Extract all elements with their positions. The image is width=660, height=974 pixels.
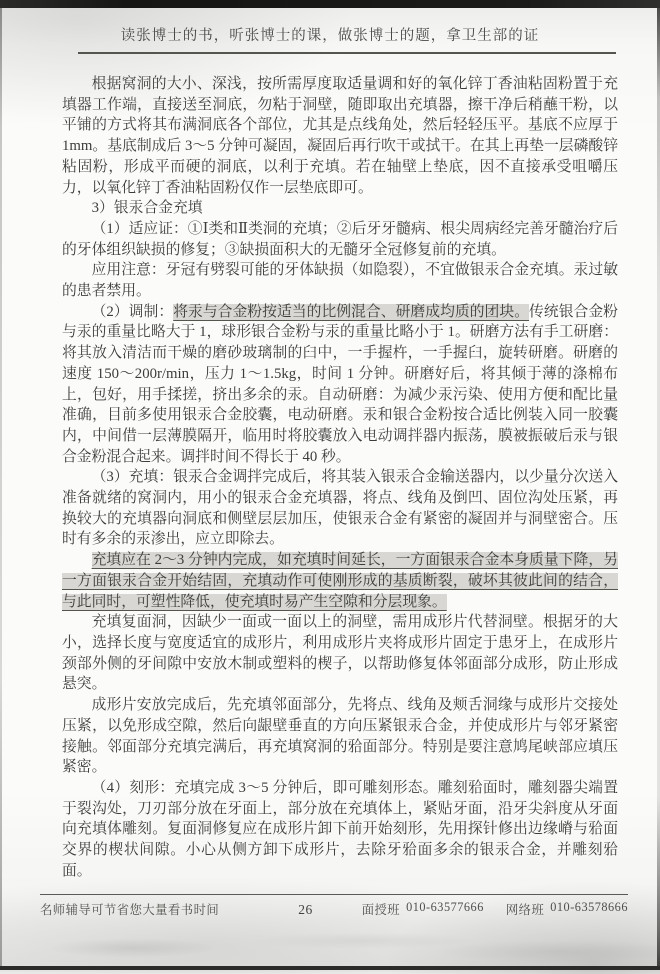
paragraph-carving (62, 778, 618, 882)
text-run: 成形片安放完成后，先充填邻面部分，先将点、线角及颊舌洞缘与成形片交接处压紧，以免形成空隙，然后向龈壁垂直的方向压紧银汞合金，并使成形片与邻牙紧密接触。邻面部分充填完满后，再充填窝洞的𬌗面部分。特别是要注意鸠尾峡部应填压紧密。 (62, 697, 618, 776)
paragraph-base-cement (62, 74, 618, 198)
scan-left-edge (0, 8, 2, 966)
paragraph-proximal-filling (62, 695, 618, 778)
footer-rule (40, 894, 628, 895)
header-rule (78, 52, 616, 54)
spacer (490, 900, 500, 918)
text-run: 根据窝洞的大小、深浅，按所需厚度取适量调和好的氧化锌丁香油粘固粉置于充填器工作端，直接送至洞底，勿粘于洞壁，随即取出充填器，擦干净后稍蘸干粉，以平铺的方式将其布满洞底各个部位，尤其是点线角处，然后轻轻压平。基底不应厚于1mm。基底制成后 3～5 分钟可凝固，凝固后再行吹干或拭干。在其上再垫一层磷酸锌粘固粉，形成平而硬的洞底，以利于充填。若在轴壁上垫底，因不直接承受咀嚼压力，以氧化锌丁香油粘固粉仅作一层垫底即可。 (62, 76, 618, 196)
page-header (0, 24, 660, 54)
highlighted-text-run: 将汞与合金粉按适当的比例混合、研磨成均质的团块。 (173, 303, 530, 320)
page-number: 26 (298, 902, 313, 917)
footer-slogan: 名师辅导可节省您大量看书时间 (40, 903, 220, 917)
text-run: 应用注意：牙冠有劈裂可能的牙体缺损（如隐裂），不宜做银汞合金充填。汞过敏的患者禁用。 (62, 262, 618, 300)
footer-contacts (362, 900, 628, 918)
text-run: （4）刻形：充填完成 3～5 分钟后，即可雕刻形态。雕刻𬌗面时，雕刻器尖端置于裂沟处，刀刃部分放在牙面上，部分放在充填体上，紧贴牙面，沿牙尖斜度从牙面向充填体雕刻。复面洞修复应在成形片卸下前开始刻形，先用探针修出边缘嵴与𬌗面交界的楔状间隙。小心从侧方卸下成形片，去除牙𬌗面多余的银汞合金，并雕刻𬌗面。 (62, 779, 618, 879)
text-run: 传统银合金粉与汞的重量比略大于 1，球形银合金粉与汞的重量比略小于 1。研磨方法有手工研磨：将其放入清洁而干燥的磨砂玻璃制的臼中，一手握杵，一手握臼，旋转研磨。研磨的速度 150～200r/min，压力 1～1.5kg，时间 1 分钟。研磨好后，将其倾于薄的涤棉布上，包好，用手揉搓，挤出多余的汞。自动研磨：为减少汞污染、使用方便和配比量准确，目前多使用银汞合金胶囊，电动研磨。汞和银合金粉按合适比例装入同一胶囊内，中间借一层薄膜隔开，临用时将胶囊放入电动调拌器内振荡，膜被振破后汞与银合金粉混合起来。调拌时间不得长于 40 秒。 (62, 303, 618, 465)
contact-label-onsite: 面授班 (361, 903, 401, 917)
paragraph-precautions (62, 260, 618, 301)
text-run: （3）充填：银汞合金调拌完成后，将其装入银汞合金输送器内，以少量分次送入准备就绪的窝洞内，用小的银汞合金充填器，将点、线角及倒凹、固位沟处压紧，再换较大的充填器向洞底和侧壁层层加压，使银汞合金有紧密的凝固并与洞壁密合。压时有多余的汞渗出，应立即除去。 (62, 469, 618, 548)
paragraph-filling-time-warning (62, 550, 618, 612)
paragraph-mixing (62, 302, 618, 468)
text-run: （1）适应证：①Ⅰ类和Ⅱ类洞的充填；②后牙牙髓病、根尖周病经完善牙髓治疗后的牙体组织缺损的修复；③缺损面积大的无髓牙全冠修复前的充填。 (62, 220, 618, 258)
contact-phone-onsite: 010-63577666 (406, 900, 484, 914)
text-run: （2）调制： (91, 303, 174, 320)
paragraph-filling (62, 467, 618, 550)
paragraph-indications (62, 219, 618, 260)
contact-label-online: 网络班 (505, 903, 545, 917)
text-run: 充填复面洞，因缺少一面或一面以上的洞壁，需用成形片代替洞壁。根据牙的大小，选择长度与宽度适宜的成形片，利用成形片夹将成形片固定于患牙上，在成形片颈部外侧的牙间隙中安放木制或塑料的楔子，以帮助修复体邻面部分成形，防止形成悬突。 (62, 614, 618, 693)
highlighted-text-run: 充填应在 2～3 分钟内完成，如充填时间延长，一方面银汞合金本身质量下降，另一方面银汞合金开始结固，充填动作可使刚形成的基质断裂，破坏其彼此间的结合，与此同时，可塑性降低，使充填时易产生空隙和分层现象。 (62, 552, 618, 610)
scan-top-edge (0, 0, 660, 8)
text-run: 3）银汞合金充填 (91, 200, 203, 217)
document-body (62, 74, 618, 881)
paragraph-matrix-band (62, 612, 618, 695)
paragraph-heading-amalgam-filling (62, 198, 618, 219)
contact-phone-online: 010-63578666 (550, 900, 628, 914)
scan-bottom-edge (0, 966, 660, 970)
header-slogan: 读张博士的书，听张博士的课，做张博士的题，拿卫生部的证 (120, 28, 540, 44)
scan-noise-band (0, 930, 660, 966)
page-footer (40, 894, 628, 918)
